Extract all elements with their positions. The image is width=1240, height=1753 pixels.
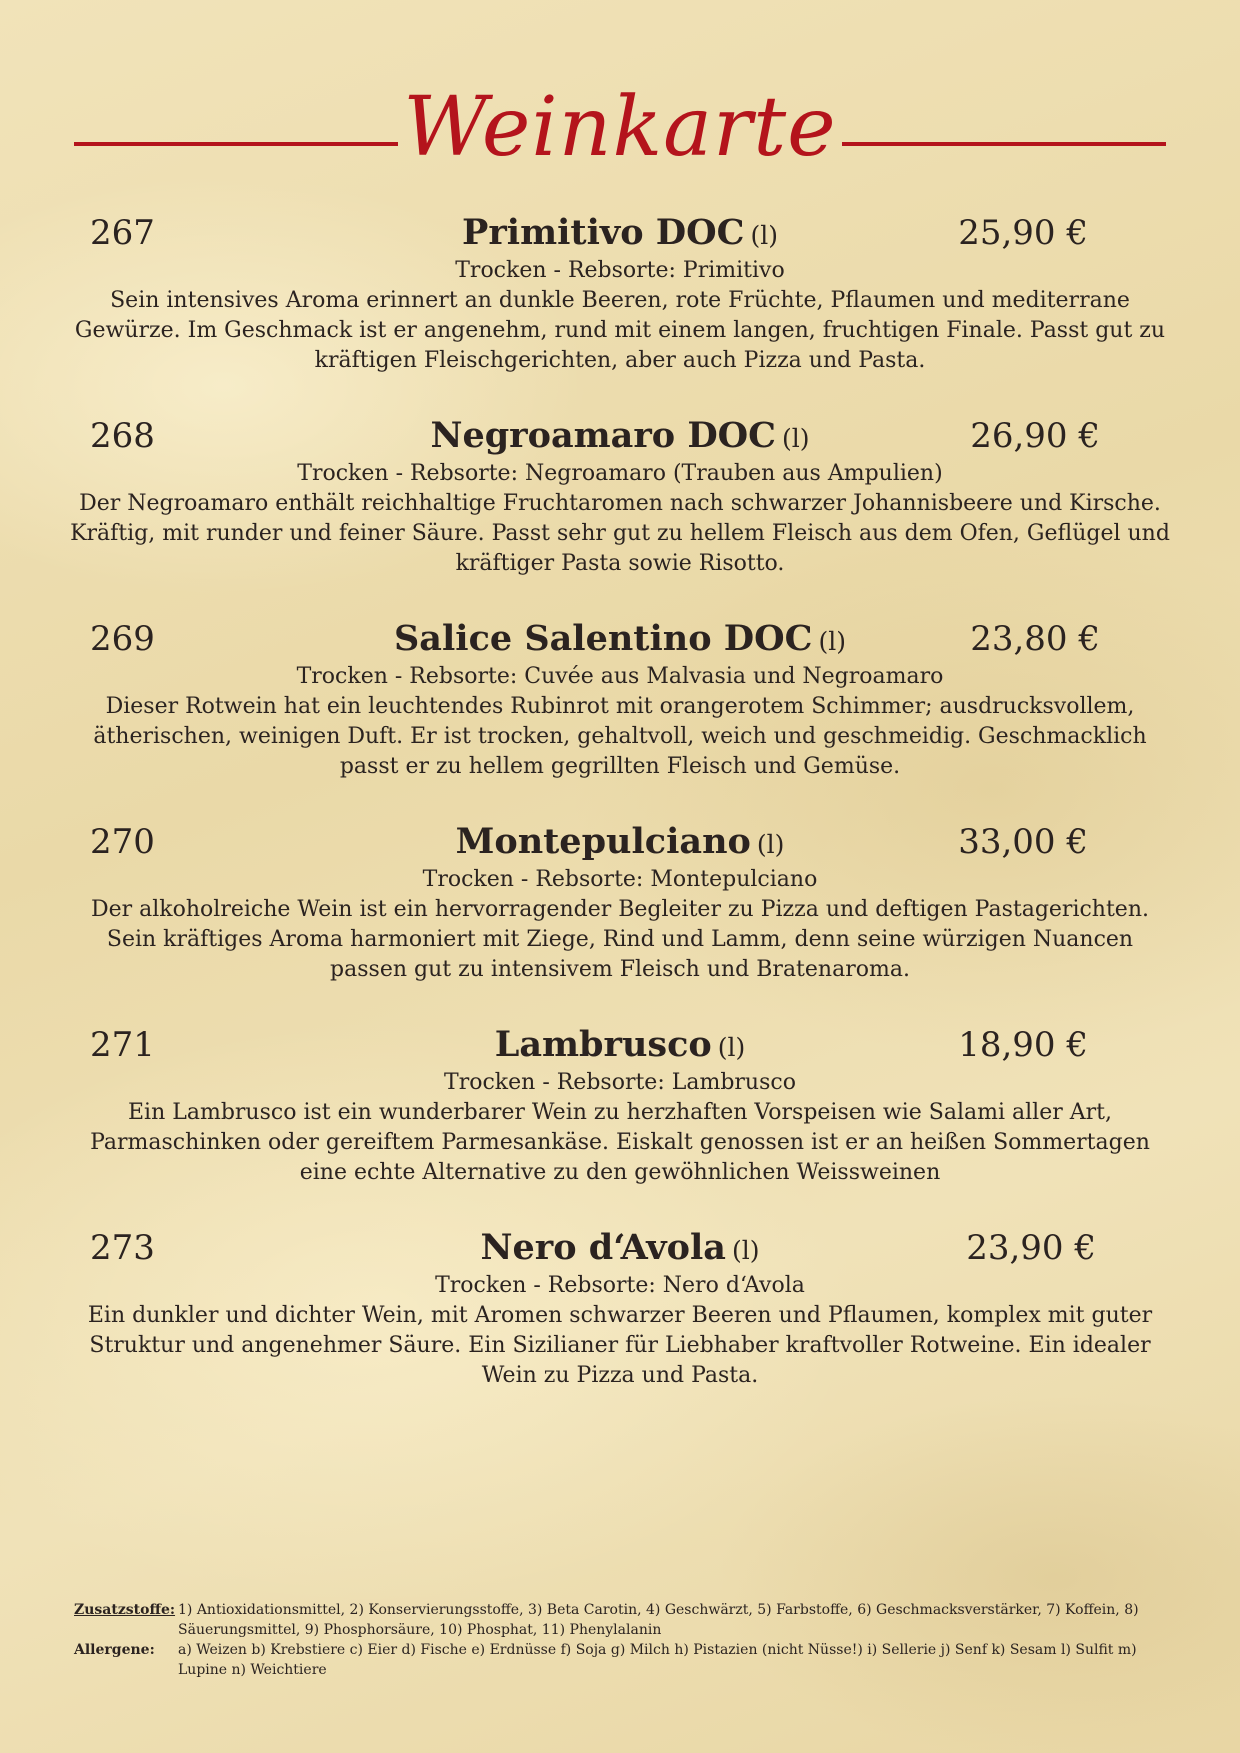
wine-price: 18,90 €	[958, 1025, 1088, 1065]
wine-size: (l)	[756, 830, 785, 859]
wine-entry-268	[70, 413, 1170, 579]
wine-type: Trocken - Rebsorte: Cuvée aus Malvasia und Negroamaro	[296, 664, 944, 689]
page-title: Weinkarte	[403, 80, 837, 175]
wine-price: 25,90 €	[958, 213, 1088, 253]
wine-name: Negroamaro DOC	[430, 415, 777, 456]
wine-size: (l)	[782, 424, 810, 453]
wine-description: Ein Lambrusco ist ein wunderbarer Wein zu herzhaften Vorspeisen wie Salami aller Art, Parmaschinken oder gereiftem Parmesankäse. Eiskalt genossen ist er an heißen Sommertagen eine echte Alternative zu den gewöhnlichen Weissweinen	[90, 1100, 1150, 1185]
allergens-row	[74, 1640, 1174, 1680]
menu-header	[0, 78, 1240, 188]
wine-name: Salice Salentino DOC	[394, 618, 813, 659]
wine-number: 271	[90, 1025, 155, 1065]
wine-name: Montepulciano	[455, 821, 751, 862]
wine-description: Der Negroamaro enthält reichhaltige Fruchtaromen nach schwarzer Johannisbeere und Kirsche. Kräftig, mit runder und feiner Säure. Passt sehr gut zu hellem Fleisch aus dem Ofen, Geflügel und kräftiger Pasta sowie Risotto.	[70, 491, 1170, 576]
wine-description: Ein dunkler und dichter Wein, mit Aromen schwarzer Beeren und Pflaumen, komplex mit guter Struktur und angenehmer Säure. Ein Sizilianer für Liebhaber kraftvoller Rotweine. Ein idealer Wein zu Pizza und Pasta.	[87, 1303, 1153, 1388]
wine-type: Trocken - Rebsorte: Nero d‘Avola	[435, 1273, 805, 1298]
wine-entry-267	[70, 210, 1170, 376]
wine-name: Nero d‘Avola	[480, 1227, 726, 1268]
allergens-label: Allergene:	[74, 1642, 155, 1658]
wine-size: (l)	[717, 1033, 746, 1062]
wine-number: 273	[90, 1228, 155, 1268]
wine-price: 33,00 €	[958, 822, 1088, 862]
wine-description: Der alkoholreiche Wein ist ein hervorragender Begleiter zu Pizza und deftigen Pastagerichten. Sein kräftiges Aroma harmoniert mit Ziege, Rind und Lamm, denn seine würzigen Nuancen passen gut zu intensivem Fleisch und Bratenaroma.	[90, 897, 1149, 982]
wine-type: Trocken - Rebsorte: Negroamaro (Trauben aus Ampulien)	[297, 461, 943, 486]
wine-number: 269	[90, 619, 155, 659]
wine-name: Lambrusco	[494, 1024, 712, 1065]
additives-row	[74, 1600, 1174, 1640]
wine-entry-271	[70, 1022, 1170, 1188]
wine-number: 268	[90, 416, 155, 456]
wine-price: 23,80 €	[970, 619, 1100, 659]
wine-entry-273	[70, 1225, 1170, 1391]
wine-size: (l)	[818, 627, 846, 656]
wine-name: Primitivo DOC	[462, 212, 745, 253]
wine-number: 270	[90, 822, 155, 862]
wine-entry-269	[70, 616, 1170, 782]
wine-number: 267	[90, 213, 155, 253]
wine-type: Trocken - Rebsorte: Montepulciano	[422, 867, 818, 892]
wine-type: Trocken - Rebsorte: Primitivo	[455, 258, 785, 283]
header-rule-left	[74, 142, 398, 146]
wine-entry-270	[70, 819, 1170, 985]
wine-description: Sein intensives Aroma erinnert an dunkle Beeren, rote Früchte, Pflaumen und mediterrane Gewürze. Im Geschmack ist er angenehm, rund mit einem langen, fruchtigen Finale. Passt gut zu kräftigen Fleischgerichten, aber auch Pizza und Pasta.	[74, 288, 1166, 373]
allergens-text: a) Weizen b) Krebstiere c) Eier d) Fische e) Erdnüsse f) Soja g) Milch h) Pistazien (nicht Nüsse!) i) Sellerie j) Senf k) Sesam l) Sulfit m) Lupine n) Weichtiere	[178, 1642, 1137, 1678]
wine-price: 26,90 €	[970, 416, 1100, 456]
wine-type: Trocken - Rebsorte: Lambrusco	[444, 1070, 796, 1095]
wine-size: (l)	[731, 1236, 760, 1265]
header-rule-right	[842, 142, 1166, 146]
wine-description: Dieser Rotwein hat ein leuchtendes Rubinrot mit orangerotem Schimmer; ausdrucksvollem, ätherischen, weinigen Duft. Er ist trocken, gehaltvoll, weich und geschmeidig. Geschmacklich passt er zu hellem gegrillten Fleisch und Gemüse.	[93, 694, 1147, 779]
footnotes	[74, 1600, 1174, 1680]
wine-price: 23,90 €	[966, 1228, 1096, 1268]
wine-size: (l)	[750, 221, 778, 250]
additives-text: 1) Antioxidationsmittel, 2) Konservierungsstoffe, 3) Beta Carotin, 4) Geschwärzt, 5) Farbstoffe, 6) Geschmacksverstärker, 7) Koffein, 8) Säuerungsmittel, 9) Phosphorsäure, 10) Phosphat, 11) Phenylalanin	[178, 1602, 1139, 1638]
additives-label: Zusatzstoffe:	[74, 1602, 176, 1618]
